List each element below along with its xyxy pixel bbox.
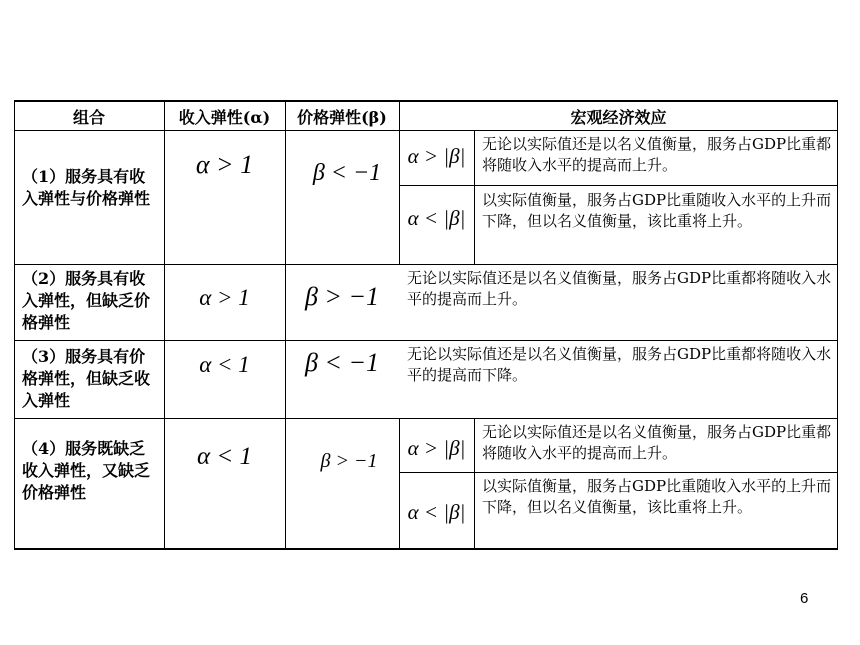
row4-beta: β > −1 — [320, 450, 378, 472]
row3-group: （3）服务具有价格弹性，但缺乏收入弹性 — [22, 347, 151, 410]
row1-effect-a: 无论以实际值还是以名义值衡量，服务占GDP比重都将随收入水平的提高而上升。 — [482, 135, 832, 174]
sub-row-divider — [399, 185, 838, 186]
row4-effect-b: 以实际值衡量，服务占GDP比重随收入水平的上升而下降，但以名义值衡量，该比重将上升。 — [482, 477, 832, 516]
row3-alpha: α < 1 — [199, 352, 250, 377]
row1-effect-b: 以实际值衡量，服务占GDP比重随收入水平的上升而下降，但以名义值衡量，该比重将上升。 — [482, 191, 832, 230]
header-price-elasticity: 价格弹性(β) — [297, 108, 387, 127]
row1-group: （1）服务具有收入弹性与价格弹性 — [22, 167, 151, 208]
elasticity-table — [14, 100, 838, 550]
row3-effect: 无论以实际值还是以名义值衡量，服务占GDP比重都将随收入水平的提高而下降。 — [407, 345, 832, 384]
table-border-bottom — [14, 548, 838, 550]
header-macro-effect: 宏观经济效应 — [570, 108, 667, 127]
header-group: 组合 — [72, 108, 105, 127]
row4-effect-a: 无论以实际值还是以名义值衡量，服务占GDP比重都将随收入水平的提高而上升。 — [482, 423, 832, 462]
row2-group: （2）服务具有收入弹性，但缺乏价格弹性 — [22, 269, 151, 332]
header-divider — [14, 130, 838, 131]
row4-alpha: α < 1 — [197, 443, 252, 470]
col-divider — [285, 100, 286, 550]
page-number: 6 — [800, 590, 809, 607]
row-divider — [14, 340, 838, 341]
row4-group: （4）服务既缺乏收入弹性，又缺乏价格弹性 — [22, 439, 151, 502]
sub-row-divider — [399, 472, 838, 473]
row3-beta: β < −1 — [304, 348, 380, 377]
row-divider — [14, 264, 838, 265]
header-income-elasticity: 收入弹性(α) — [178, 108, 271, 127]
table-border-top — [14, 100, 838, 102]
row-divider — [14, 418, 838, 419]
row1-alpha: α > 1 — [195, 150, 254, 179]
row4-cond-a: α > |β| — [407, 436, 466, 460]
row1-cond-b: α < |β| — [407, 206, 466, 230]
row1-cond-a: α > |β| — [407, 144, 466, 168]
row2-alpha: α > 1 — [199, 285, 250, 310]
row2-beta: β > −1 — [304, 282, 380, 311]
row1-beta: β < −1 — [312, 160, 382, 186]
row4-cond-b: α < |β| — [407, 500, 466, 524]
row2-effect: 无论以实际值还是以名义值衡量，服务占GDP比重都将随收入水平的提高而上升。 — [407, 269, 832, 308]
